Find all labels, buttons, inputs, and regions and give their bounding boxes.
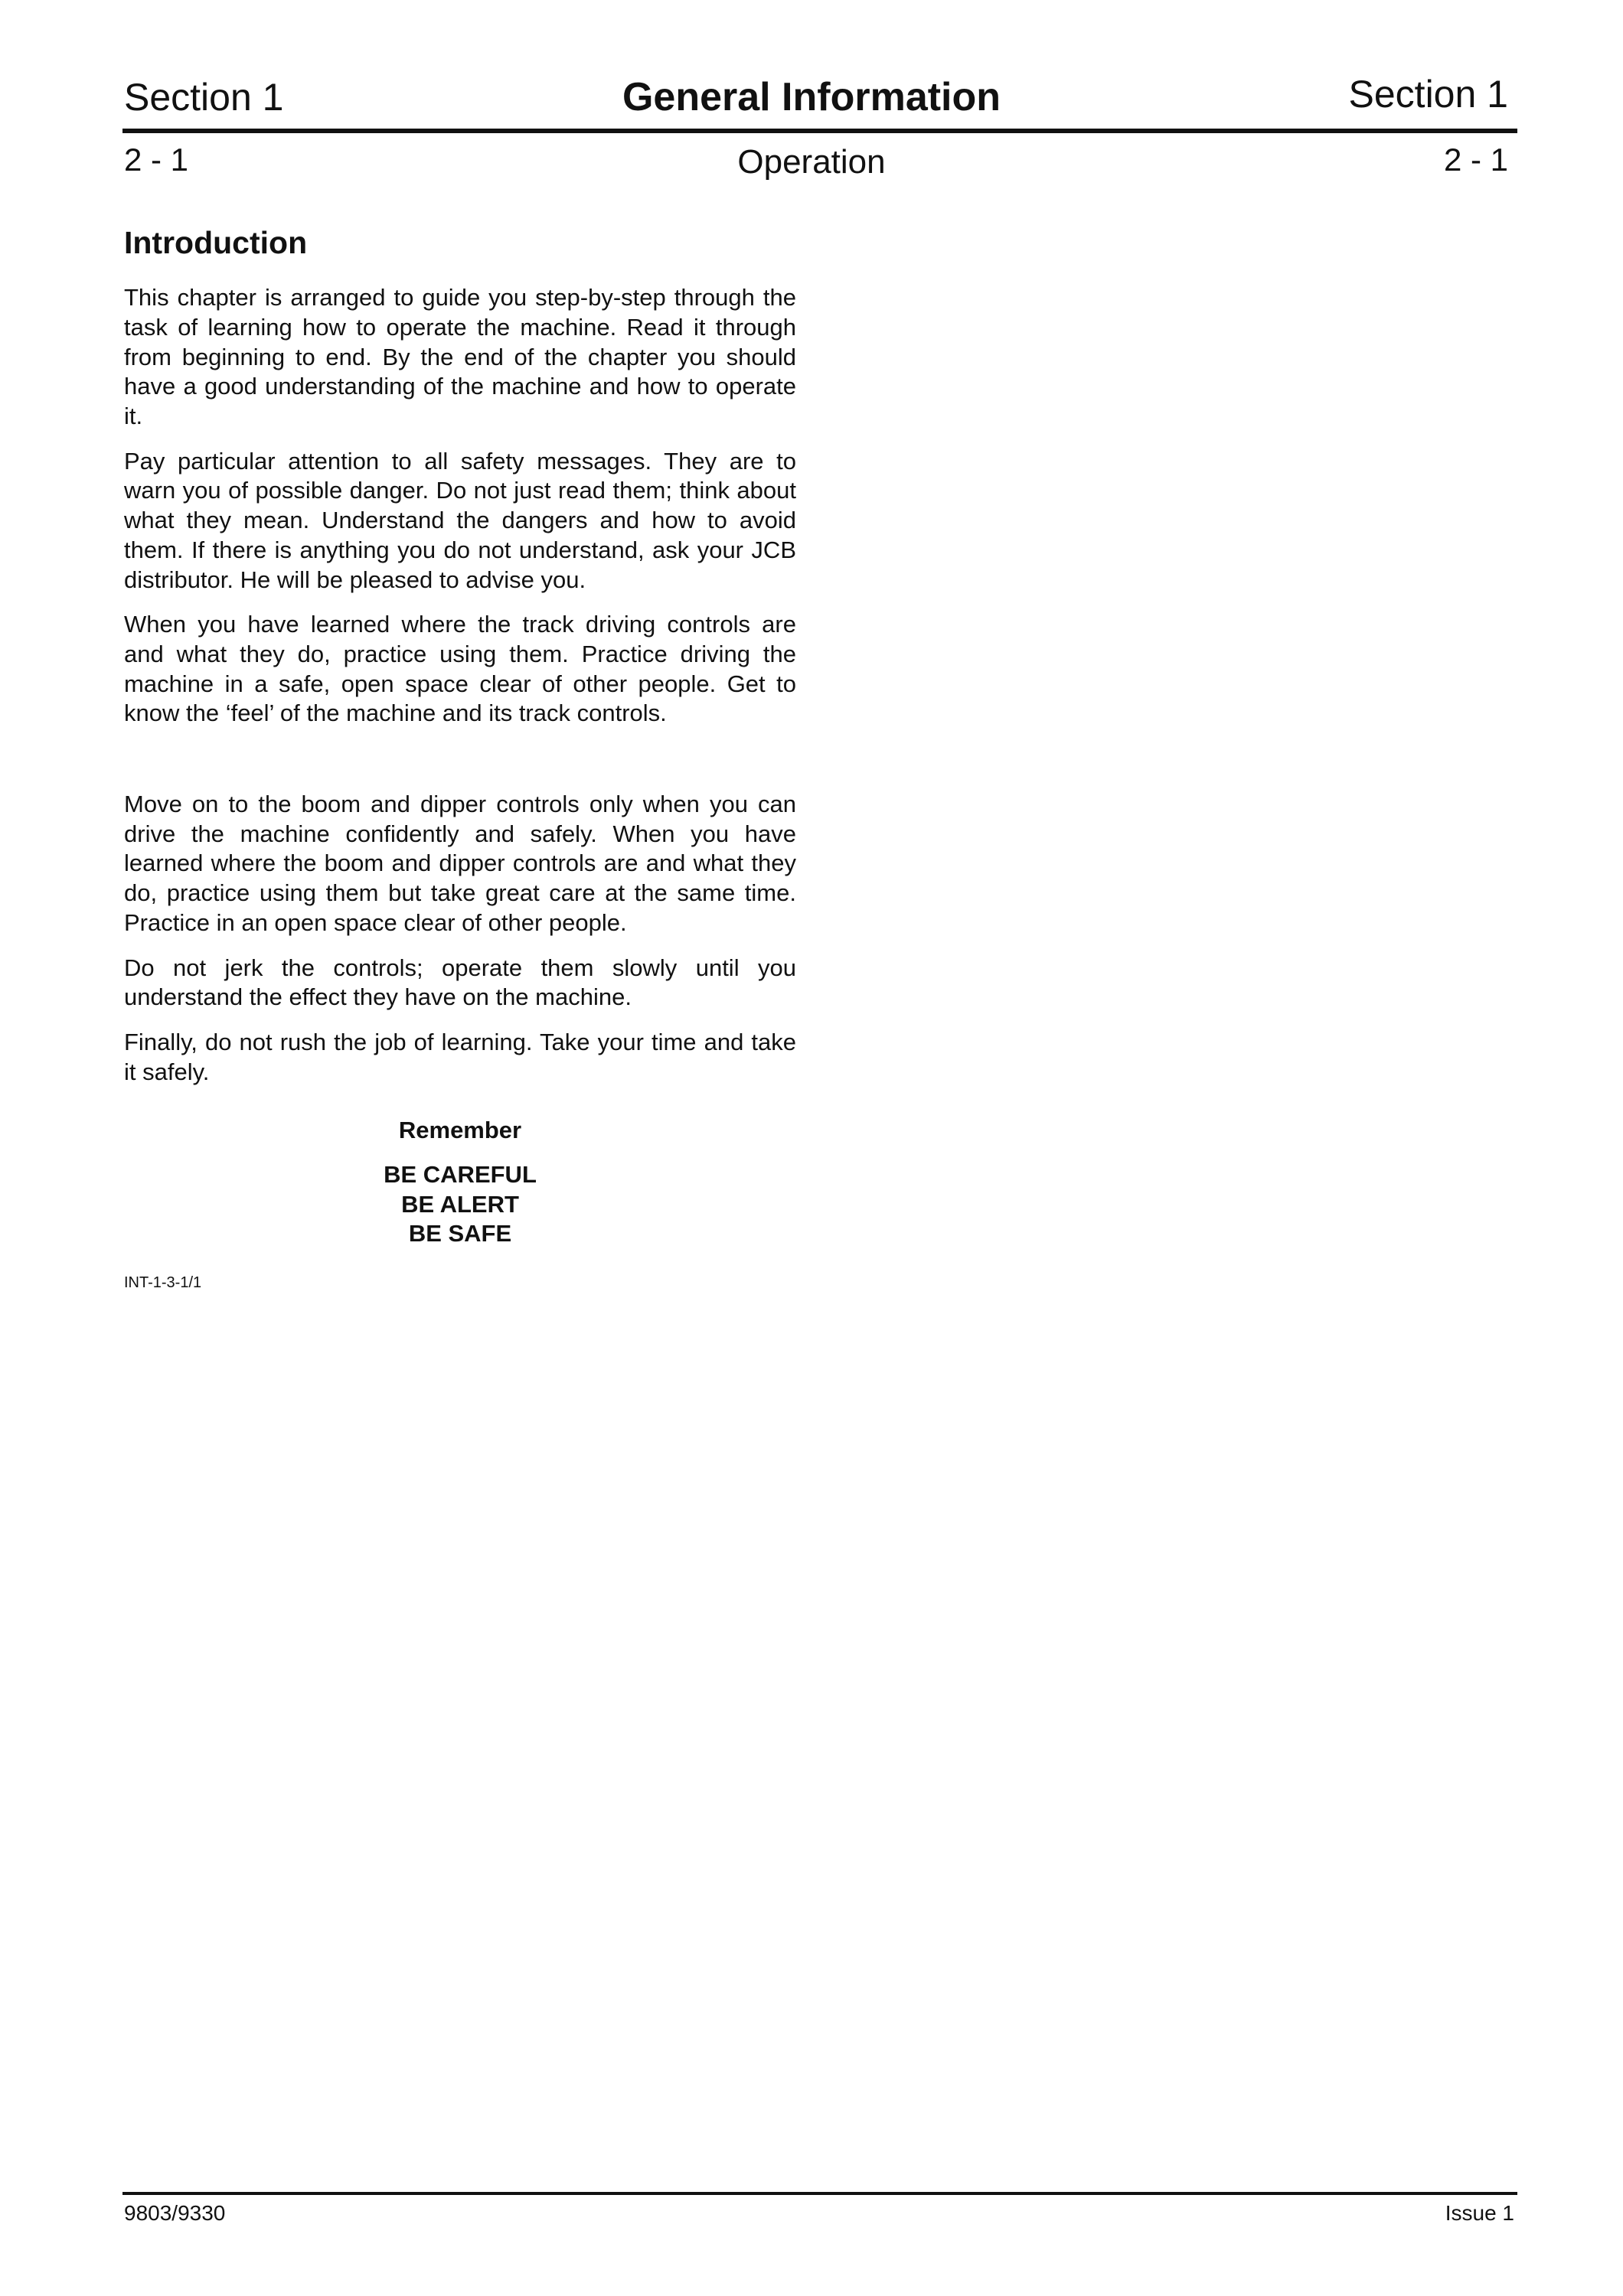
content-column [124, 224, 796, 1290]
paragraph-safety: Pay particular attention to all safety messages. They are to warn you of possible danger. Do not just read them; think about what they mean. Understand the dangers and how to avoid them. If there is anything you do not understand, ask your JCB distributor. He will be pleased to advise you. [124, 447, 796, 593]
document-reference-code: INT-1-3-1/1 [124, 1274, 202, 1291]
remember-title: Remember [398, 1117, 522, 1144]
remember-line-alert: BE ALERT [401, 1190, 519, 1218]
paragraph-finally: Finally, do not rush the job of learning. Take your time and take it safely. [124, 1028, 796, 1085]
section-heading: Introduction [124, 225, 308, 260]
remember-line-careful: BE CAREFUL [384, 1161, 537, 1189]
page-number-right: 2 - 1 [1443, 142, 1508, 178]
page-subtitle: Operation [737, 143, 886, 181]
section-label-left: Section 1 [124, 76, 284, 119]
page-title: General Information [622, 75, 1001, 119]
footer-divider [122, 2192, 1517, 2195]
remember-block [124, 1116, 796, 1249]
paragraph-boom-dipper: Move on to the boom and dipper controls only when you can drive the machine confidently and safely. When you have learned where the boom and dipper controls are and what they do, practice using them but take great care at the same time. Practice in an open space clear of other people. [124, 791, 796, 936]
page-number-left: 2 - 1 [124, 142, 189, 178]
footer-issue: Issue 1 [1445, 2201, 1514, 2225]
section-label-right: Section 1 [1348, 73, 1508, 116]
header-divider [122, 129, 1517, 133]
paragraph-intro: This chapter is arranged to guide you step-by-step through the task of learning how to operate the machine. Read it through from beginning to end. By the end of the chapter you should have a good understanding of the machine and how to operate it. [124, 284, 796, 429]
paragraph-jerk-controls: Do not jerk the controls; operate them slowly until you understand the effect they have on the machine. [124, 954, 796, 1011]
paragraph-track-controls: When you have learned where the track driving controls are and what they do, practice using them. Practice driving the machine in a safe, open space clear of other people. Get to know the ‘feel’ of the machine and its track controls. [124, 611, 796, 727]
footer-document-number: 9803/9330 [124, 2201, 226, 2225]
remember-line-safe: BE SAFE [408, 1220, 512, 1247]
